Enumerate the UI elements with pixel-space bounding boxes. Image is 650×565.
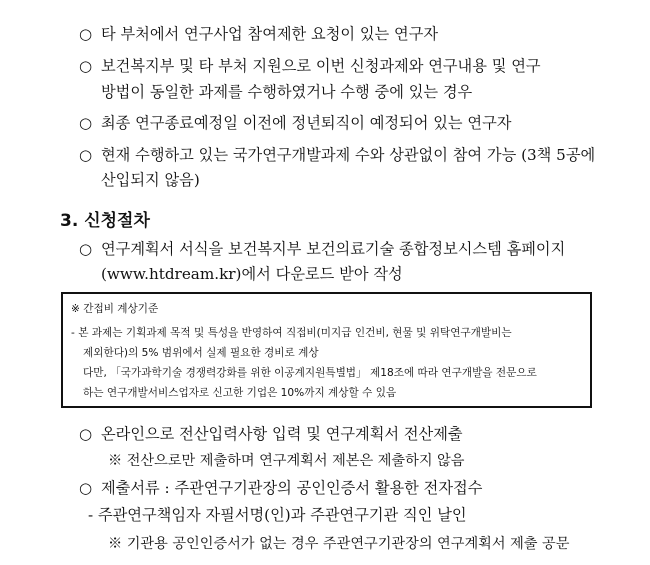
bullet-circle: ○ <box>79 114 93 132</box>
indirect-cost-note-box <box>61 292 592 408</box>
bullet-circle: ○ <box>79 425 93 443</box>
list-item-sub: - 주관연구책임자 자필서명(인)과 주관연구기관 직인 날인 <box>88 506 467 524</box>
list-item-text-cont: (www.htdream.kr)에서 다운로드 받아 작성 <box>101 265 403 283</box>
list-item-text: 타 부처에서 연구사업 참여제한 요청이 있는 연구자 <box>101 25 439 43</box>
list-item-note: ※ 기관용 공인인증서가 없는 경우 주관연구기관장의 연구계획서 제출 공문 <box>108 536 570 552</box>
list-item-text: 최종 연구종료예정일 이전에 정년퇴직이 예정되어 있는 연구자 <box>101 114 512 132</box>
section-heading: 3. 신청절차 <box>60 211 150 231</box>
note-box-line: - 본 과제는 기획과제 목적 및 특성을 반영하여 직접비(미지급 인건비, 현물 및 위탁연구개발비는 <box>71 327 512 339</box>
bullet-circle: ○ <box>79 240 93 258</box>
list-item-text: 보건복지부 및 타 부처 지원으로 이번 신청과제와 연구내용 및 연구 <box>101 57 541 75</box>
list-item-text-cont: 산입되지 않음) <box>101 171 200 189</box>
bullet-circle: ○ <box>79 479 93 497</box>
bullet-circle: ○ <box>79 146 93 164</box>
list-item-text: 온라인으로 전산입력사항 입력 및 연구계획서 전산제출 <box>101 425 463 443</box>
list-item-text: 현재 수행하고 있는 국가연구개발과제 수와 상관없이 참여 가능 (3책 5공에 <box>101 146 596 164</box>
note-box-line: 하는 연구개발서비스업자로 신고한 기업은 10%까지 계상할 수 있음 <box>83 387 397 399</box>
list-item-text-cont: 방법이 동일한 과제를 수행하였거나 수행 중에 있는 경우 <box>101 83 473 101</box>
list-item-note: ※ 전산으로만 제출하며 연구계획서 제본은 제출하지 않음 <box>108 453 465 469</box>
list-item-text: 연구계획서 서식을 보건복지부 보건의료기술 종합정보시스템 홈페이지 <box>101 240 566 258</box>
note-box-line: 제외한다)의 5% 범위에서 실제 필요한 경비로 계상 <box>83 347 319 359</box>
bullet-circle: ○ <box>79 25 93 43</box>
bullet-circle: ○ <box>79 57 93 75</box>
list-item-text: 제출서류 : 주관연구기관장의 공인인증서 활용한 전자접수 <box>101 479 483 497</box>
note-box-line: 다만, 「국가과학기술 경쟁력강화를 위한 이공계지원특별법」 제18조에 따라 연구개발을 전문으로 <box>83 367 537 379</box>
note-box-title: ※ 간접비 계상기준 <box>71 303 159 315</box>
